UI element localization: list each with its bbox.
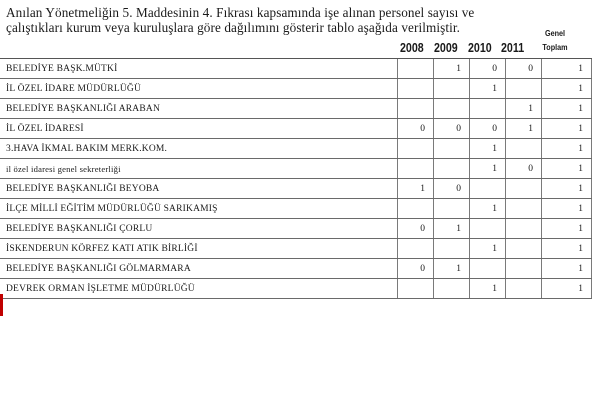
institution-name-cell: BELEDİYE BAŞK.MÜTKİ xyxy=(6,64,118,74)
cell-2009: 1 xyxy=(433,59,469,78)
cell-2010 xyxy=(469,179,505,198)
cell-2008 xyxy=(397,239,433,258)
table-row xyxy=(0,99,592,119)
cell-2011 xyxy=(505,199,541,218)
distribution-table xyxy=(0,58,592,299)
header-total-line-1: Genel xyxy=(544,28,566,38)
cell-2011 xyxy=(505,239,541,258)
cell-total: 1 xyxy=(541,159,592,178)
cell-2008: 0 xyxy=(397,119,433,138)
header-total-line-2: Toplam xyxy=(542,42,568,52)
cell-2009 xyxy=(433,199,469,218)
cell-2008 xyxy=(397,159,433,178)
cell-2010 xyxy=(469,99,505,118)
cell-2010: 0 xyxy=(469,59,505,78)
table-row xyxy=(0,179,592,199)
cell-2010: 1 xyxy=(469,79,505,98)
table-row xyxy=(0,79,592,99)
cell-total: 1 xyxy=(541,279,592,298)
cell-2011 xyxy=(505,219,541,238)
table-row xyxy=(0,159,592,179)
intro-line-1: Anılan Yönetmeliğin 5. Maddesinin 4. Fıkrası kapsamında işe alınan personel sayısı ve xyxy=(6,5,475,20)
cell-total: 1 xyxy=(541,79,592,98)
cell-2010: 0 xyxy=(469,119,505,138)
cell-2010: 1 xyxy=(469,239,505,258)
cell-2011 xyxy=(505,279,541,298)
cell-2009: 0 xyxy=(433,179,469,198)
cell-2010 xyxy=(469,219,505,238)
table-row xyxy=(0,279,592,299)
cell-total: 1 xyxy=(541,99,592,118)
institution-name-cell: BELEDİYE BAŞKANLIĞI ÇORLU xyxy=(6,224,153,234)
cell-2011: 0 xyxy=(505,159,541,178)
intro-line-2: çalıştıkları kurum veya kuruluşlara göre dağılımını gösterir tablo aşağıda verilmiştir. xyxy=(6,19,461,35)
header-total xyxy=(540,26,571,54)
cell-2009: 0 xyxy=(433,119,469,138)
cell-2009 xyxy=(433,139,469,158)
cell-total: 1 xyxy=(541,119,592,138)
cell-2009 xyxy=(433,99,469,118)
cell-total: 1 xyxy=(541,139,592,158)
institution-name-cell: DEVREK ORMAN İŞLETME MÜDÜRLÜĞÜ xyxy=(6,284,195,294)
cell-total: 1 xyxy=(541,239,592,258)
cell-2010: 1 xyxy=(469,279,505,298)
cell-2008 xyxy=(397,199,433,218)
cell-2011: 0 xyxy=(505,59,541,78)
cell-2009 xyxy=(433,239,469,258)
cell-2008: 0 xyxy=(397,259,433,278)
institution-name-cell: İL ÖZEL İDARESİ xyxy=(6,124,84,134)
cell-2009: 1 xyxy=(433,219,469,238)
institution-name-cell: İLÇE MİLLİ EĞİTİM MÜDÜRLÜĞÜ SARIKAMIŞ xyxy=(6,204,218,214)
cell-2008 xyxy=(397,59,433,78)
header-2008: 2008 xyxy=(400,40,424,55)
header-2010: 2010 xyxy=(468,40,492,55)
cell-2011 xyxy=(505,79,541,98)
cell-2008 xyxy=(397,79,433,98)
table-row xyxy=(0,119,592,139)
cell-2009 xyxy=(433,159,469,178)
cell-2008 xyxy=(397,99,433,118)
cell-2011: 1 xyxy=(505,119,541,138)
red-margin-mark xyxy=(0,294,3,316)
header-2009: 2009 xyxy=(434,40,458,55)
cell-total: 1 xyxy=(541,59,592,78)
cell-2008: 1 xyxy=(397,179,433,198)
table-row xyxy=(0,219,592,239)
cell-2010 xyxy=(469,259,505,278)
cell-2010: 1 xyxy=(469,139,505,158)
institution-name-cell: il özel idaresi genel sekreterliği xyxy=(6,164,121,174)
cell-2011 xyxy=(505,259,541,278)
institution-name-cell: 3.HAVA İKMAL BAKIM MERK.KOM. xyxy=(6,144,168,154)
institution-name-cell: BELEDİYE BAŞKANLIĞI BEYOBA xyxy=(6,184,160,194)
table-row xyxy=(0,239,592,259)
cell-total: 1 xyxy=(541,219,592,238)
institution-name-cell: İL ÖZEL İDARE MÜDÜRLÜĞÜ xyxy=(6,84,142,94)
cell-2008 xyxy=(397,139,433,158)
cell-2008: 0 xyxy=(397,219,433,238)
intro-paragraph xyxy=(6,6,566,35)
cell-2010: 1 xyxy=(469,199,505,218)
cell-2010: 1 xyxy=(469,159,505,178)
cell-2011: 1 xyxy=(505,99,541,118)
institution-name-cell: İSKENDERUN KÖRFEZ KATI ATIK BİRLİĞİ xyxy=(6,244,198,254)
cell-2008 xyxy=(397,279,433,298)
table-row xyxy=(0,139,592,159)
cell-2011 xyxy=(505,139,541,158)
cell-2009 xyxy=(433,79,469,98)
cell-2009: 1 xyxy=(433,259,469,278)
cell-total: 1 xyxy=(541,179,592,198)
cell-total: 1 xyxy=(541,259,592,278)
institution-name-cell: BELEDİYE BAŞKANLIĞI GÖLMARMARA xyxy=(6,264,191,274)
institution-name-cell: BELEDİYE BAŞKANLIĞI ARABAN xyxy=(6,104,161,114)
table-row xyxy=(0,59,592,79)
cell-total: 1 xyxy=(541,199,592,218)
cell-2011 xyxy=(505,179,541,198)
table-row xyxy=(0,199,592,219)
table-row xyxy=(0,259,592,279)
cell-2009 xyxy=(433,279,469,298)
header-2011: 2011 xyxy=(501,40,525,55)
